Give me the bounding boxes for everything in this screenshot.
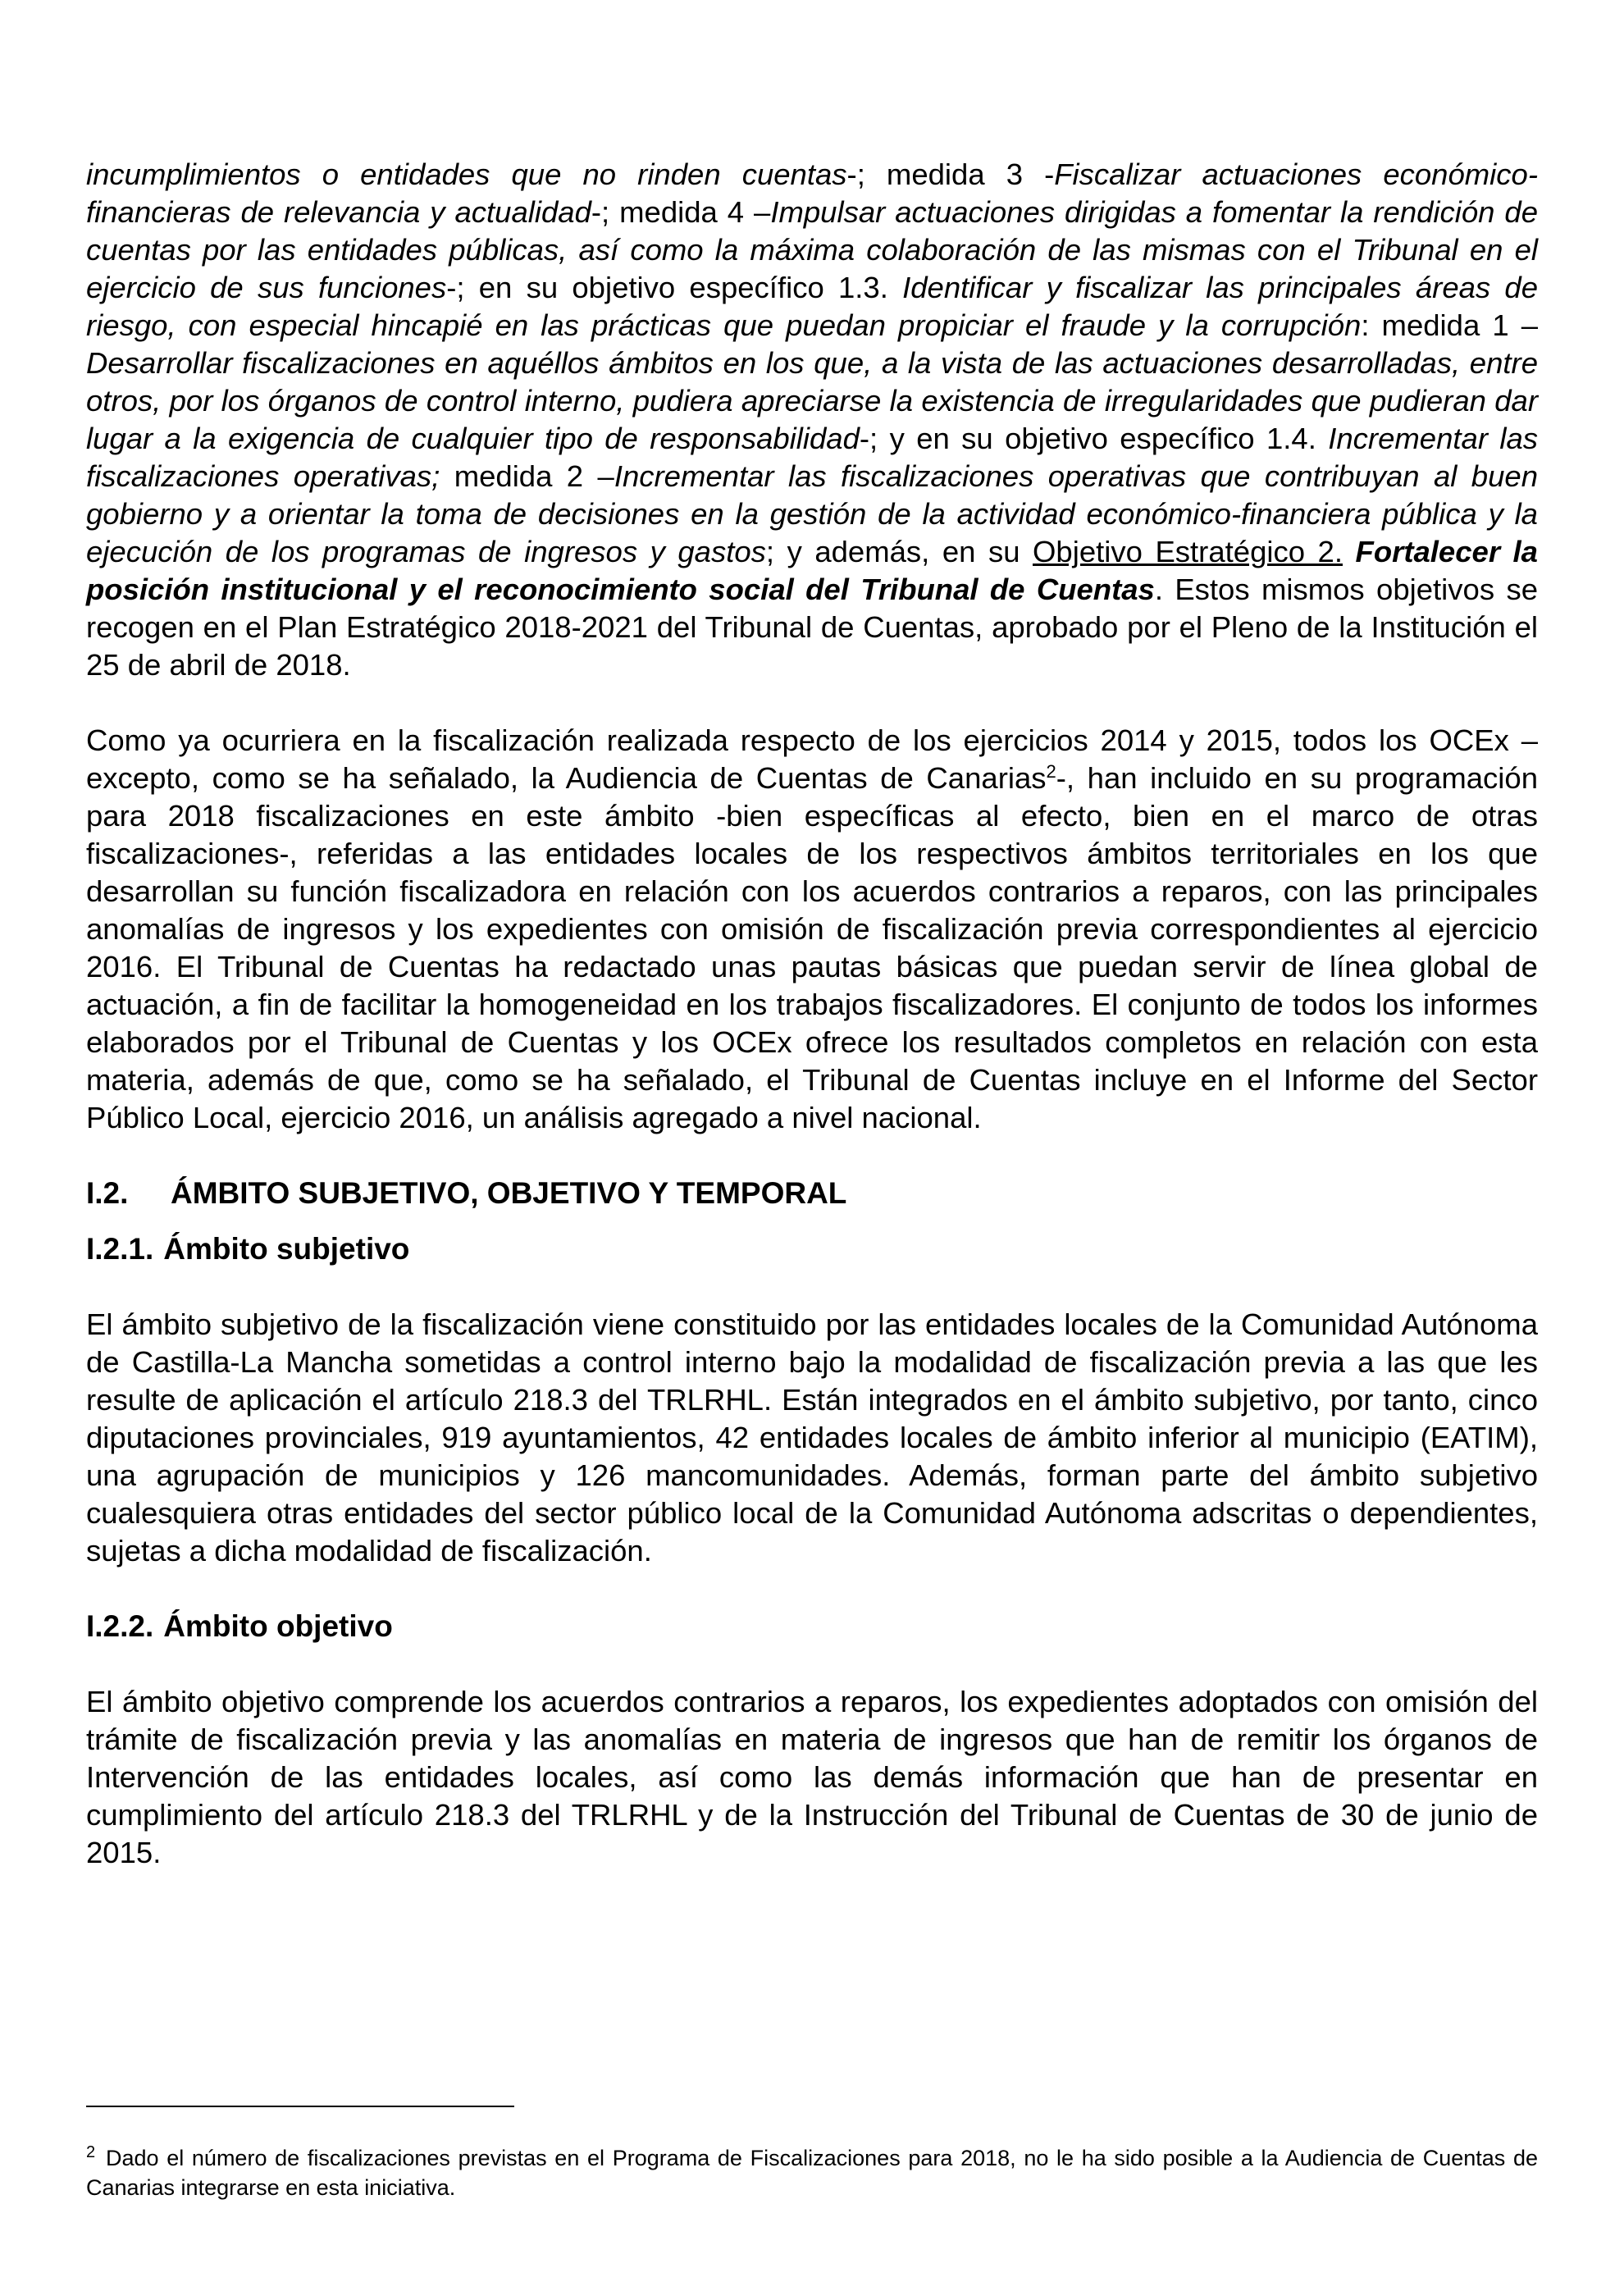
text-run: medida 2 – — [440, 459, 614, 493]
text-run: -; medida 4 – — [591, 195, 771, 229]
document-body — [86, 156, 1538, 1872]
italic-text: Impulsar actuaciones dirigidas a fomentar la rendición de cuentas por las entidades públicas, así como la máxima colaboración de las mismas con el Tribunal en el ejercicio de sus funciones — [86, 195, 1539, 304]
subsection-number: I.2.1. — [86, 1232, 154, 1266]
bold-italic-text: Fortalecer la posición institucional y el reconocimiento social del Tribunal de Cuentas — [86, 535, 1538, 606]
italic-text: Incrementar las fiscalizaciones operativas; — [86, 422, 1539, 493]
text-run: -; y en su objetivo específico 1.4. — [859, 422, 1329, 455]
footnote — [86, 2138, 1538, 2202]
subsection-number: I.2.2. — [86, 1609, 154, 1643]
subsection-title: Ámbito subjetivo — [163, 1232, 410, 1266]
italic-text: Incrementar las fiscalizaciones operativas que contribuyan al buen gobierno y a orientar la toma de decisiones en la gestión de la actividad económico-financiera pública y la ejecución de los programas de ingresos y gastos — [86, 459, 1538, 568]
text-run: -, han incluido en su programación para 2018 fiscalizaciones en este ámbito -bien específicas al efecto, bien en el marco de otras fiscalizaciones-, referidas a las entidades locales de los respectivos ámbitos territoriales en los que desarrollan su función fiscalizadora en relación con los acuerdos contrarios a reparos, con las principales anomalías de ingresos y los expedientes con omisión de fiscalización previa correspondientes al ejercicio 2016. El Tribunal de Cuentas ha redactado unas pautas básicas que puedan servir de línea global de actuación, a fin de facilitar la homogeneidad en los trabajos fiscalizadores. El conjunto de todos los informes elaborados por el Tribunal de Cuentas y los OCEx ofrece los resultados completos en relación con esta materia, además de que, como se ha señalado, el Tribunal de Cuentas incluye en el Informe del Sector Público Local, ejercicio 2016, un análisis agregado a nivel nacional. — [86, 761, 1539, 1134]
section-title: ÁMBITO SUBJETIVO, OBJETIVO Y TEMPORAL — [171, 1176, 847, 1210]
italic-text: incumplimientos o entidades que no rinden cuentas — [86, 157, 847, 191]
text-run: Como ya ocurriera en la fiscalización realizada respecto de los ejercicios 2014 y 2015, todos los OCEx –excepto, como se ha señalado, la Audiencia de Cuentas de Canarias — [86, 723, 1538, 795]
text-run: -; medida 3 - — [846, 157, 1055, 191]
italic-text: Identificar y fiscalizar las principales áreas de riesgo, con especial hincapié en las prácticas que puedan propiciar el fraude y la corrupción — [86, 271, 1539, 342]
footnote-reference: 2 — [1046, 760, 1056, 782]
footnote-mark: 2 — [86, 2143, 96, 2161]
underlined-text: Objetivo Estratégico 2. — [1033, 535, 1343, 568]
text-run: -; en su objetivo específico 1.3. — [446, 271, 903, 304]
text-run — [1343, 535, 1356, 568]
subsection-heading-objetivo — [86, 1608, 1538, 1645]
paragraph-ambito-subjetivo: El ámbito subjetivo de la fiscalización viene constituido por las entidades locales de la Comunidad Autónoma de Castilla-La Mancha sometidas a control interno bajo la modalidad de fiscalización previa a las que les resulte de aplicación el artículo 218.3 del TRLRHL. Están integrados en el ámbito subjetivo, por tanto, cinco diputaciones provinciales, 919 ayuntamientos, 42 entidades locales de ámbito inferior al municipio (EATIM), una agrupación de municipios y 126 mancomunidades. Además, forman parte del ámbito subjetivo cualesquiera otras entidades del sector público local de la Comunidad Autónoma adscritas o dependientes, sujetas a dicha modalidad de fiscalización. — [86, 1307, 1538, 1567]
italic-text: Fiscalizar actuaciones económico-financieras de relevancia y actualidad — [86, 157, 1538, 229]
text-run: . Estos mismos objetivos se recogen en el Plan Estratégico 2018-2021 del Tribunal de Cuentas, aprobado por el Pleno de la Institución el 25 de abril de 2018. — [86, 573, 1538, 682]
section-number: I.2. — [86, 1176, 129, 1210]
footnote-divider — [86, 2106, 514, 2107]
text-run: ; y además, en su — [765, 535, 1033, 568]
italic-text: Desarrollar fiscalizaciones en aquéllos ámbitos en los que, a la vista de las actuaciones desarrolladas, entre otros, por los órganos de control interno, pudiera apreciarse la existencia de irregularidades que pudieran dar lugar a la exigencia de cualquier tipo de responsabilidad — [86, 346, 1538, 455]
paragraph-ocex — [86, 722, 1538, 1137]
subsection-heading-subjetivo — [86, 1230, 1538, 1268]
section-heading — [86, 1175, 1538, 1212]
paragraph-objectives — [86, 156, 1538, 684]
subsection-title: Ámbito objetivo — [163, 1609, 393, 1643]
paragraph-ambito-objetivo: El ámbito objetivo comprende los acuerdos contrarios a reparos, los expedientes adoptados con omisión del trámite de fiscalización previa y las anomalías en materia de ingresos que han de remitir los órganos de Intervención de las entidades locales, así como las demás información que han de presentar en cumplimiento del artículo 218.3 del TRLRHL y de la Instrucción del Tribunal de Cuentas de 30 de junio de 2015. — [86, 1685, 1538, 1869]
footnote-text: Dado el número de fiscalizaciones previstas en el Programa de Fiscalizaciones para 2018, no le ha sido posible a la Audiencia de Cuentas de Canarias integrarse en esta iniciativa. — [86, 2146, 1538, 2200]
text-run: : medida 1 – — [1361, 308, 1539, 342]
